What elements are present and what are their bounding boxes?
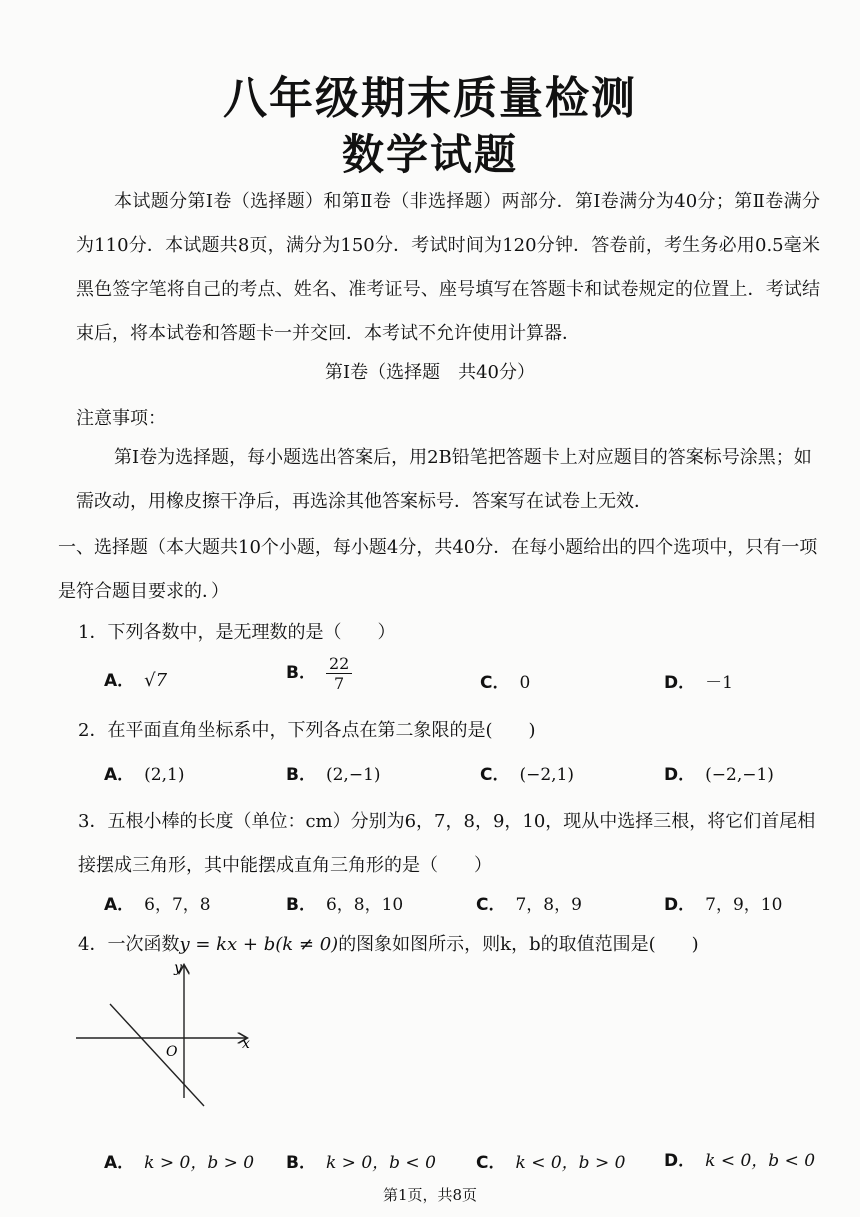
question-3: 3．五根小棒的长度（单位：cm）分别为6，7，8，9，10，现从中选择三根，将它们首尾相接摆成三角形，其中能摆成直角三角形的是（ ）	[78, 811, 816, 876]
option-value: (−2,1)	[519, 765, 575, 785]
origin-label: O	[166, 1044, 178, 1060]
q3-option-b	[286, 890, 403, 915]
question-4	[78, 930, 699, 956]
question-4-intro: 4．一次函数	[78, 934, 180, 955]
option-label: C．	[480, 765, 510, 785]
question-4-rest: 的图象如图所示，则k，b的取值范围是( )	[338, 934, 699, 955]
question-1: 1．下列各数中，是无理数的是（ ）	[78, 622, 396, 643]
q4-option-d	[664, 1146, 815, 1171]
q4-option-b	[286, 1148, 436, 1173]
q3-option-d	[664, 890, 782, 915]
option-label: B．	[286, 895, 316, 915]
option-label: B．	[286, 1153, 316, 1173]
option-label: B．	[286, 765, 316, 785]
option-value: 7，9，10	[705, 895, 783, 915]
option-value: 7，8，9	[515, 895, 582, 915]
page-footer: 第1页，共8页	[382, 1186, 478, 1204]
option-value: k < 0，b < 0	[705, 1151, 816, 1171]
q1-option-a	[104, 666, 167, 691]
q2-option-a	[104, 760, 184, 785]
q3-option-c	[476, 890, 582, 915]
question-2: 2．在平面直角坐标系中，下列各点在第二象限的是( )	[78, 720, 536, 741]
exam-instructions: 本试题分第Ⅰ卷（选择题）和第Ⅱ卷（非选择题）两部分．第Ⅰ卷满分为40分；第Ⅱ卷满分为110分．本试题共8页，满分为150分．考试时间为120分钟．答卷前，考生务必用0.5毫米黑色签字笔将自己的考点、姓名、准考证号、座号填写在答题卡和试卷规定的位置上．考试结束后，将本试卷和答题卡一并交回．本考试不允许使用计算器．	[76, 191, 820, 344]
q1-option-b	[286, 654, 352, 693]
option-label: C．	[480, 673, 510, 693]
y-axis-label: y	[174, 960, 182, 976]
option-label: D．	[664, 673, 696, 693]
option-value: k < 0，b > 0	[515, 1153, 626, 1173]
part-one-heading: 一、选择题（本大题共10个小题，每小题4分，共40分．在每小题给出的四个选项中，只有一项是符合题目要求的．）	[58, 537, 818, 602]
option-value: √7	[144, 670, 168, 691]
option-value: 0	[519, 673, 531, 693]
q4-option-c	[476, 1148, 625, 1173]
section-heading: 第Ⅰ卷（选择题 共40分）	[324, 362, 535, 383]
option-label: A．	[104, 765, 135, 785]
option-label: D．	[664, 1151, 696, 1171]
option-value: k > 0，b > 0	[144, 1153, 255, 1173]
option-label: D．	[664, 765, 696, 785]
q2-option-b	[286, 760, 381, 785]
option-value: 6，7，8	[144, 895, 211, 915]
option-label: B．	[286, 663, 316, 683]
x-axis-label: x	[242, 1036, 250, 1052]
exam-subtitle: 数学试题	[341, 130, 518, 179]
option-value: (2,−1)	[325, 765, 381, 785]
q4-option-a	[104, 1148, 254, 1173]
option-label: C．	[476, 895, 506, 915]
option-value: 6，8，10	[325, 895, 404, 915]
q2-option-c	[480, 760, 574, 785]
option-value: k > 0，b < 0	[325, 1153, 436, 1173]
exam-title: 八年级期末质量检测	[223, 73, 637, 124]
notice-heading: 注意事项：	[76, 408, 166, 429]
linear-function-graph	[74, 958, 264, 1108]
option-label: D．	[664, 895, 696, 915]
denominator: 7	[334, 674, 345, 693]
q2-option-d	[664, 760, 774, 785]
option-label: A．	[104, 671, 135, 691]
fraction	[326, 654, 352, 693]
option-label: A．	[104, 1153, 135, 1173]
q3-option-a	[104, 890, 211, 915]
numerator: 22	[326, 654, 352, 674]
option-value: (−2,−1)	[705, 765, 774, 785]
function-line	[110, 1004, 204, 1106]
option-value: －1	[705, 673, 733, 693]
notice-text: 第Ⅰ卷为选择题，每小题选出答案后，用2B铅笔把答题卡上对应题目的答案标号涂黑；如需改动，用橡皮擦干净后，再选涂其他答案标号．答案写在试卷上无效．	[76, 447, 812, 512]
option-value: (2,1)	[144, 765, 185, 785]
q1-option-d	[664, 668, 733, 693]
q1-option-c	[480, 668, 530, 693]
option-label: A．	[104, 895, 135, 915]
option-label: C．	[476, 1153, 506, 1173]
function-formula: y = kx + b(k ≠ 0)	[179, 934, 339, 955]
